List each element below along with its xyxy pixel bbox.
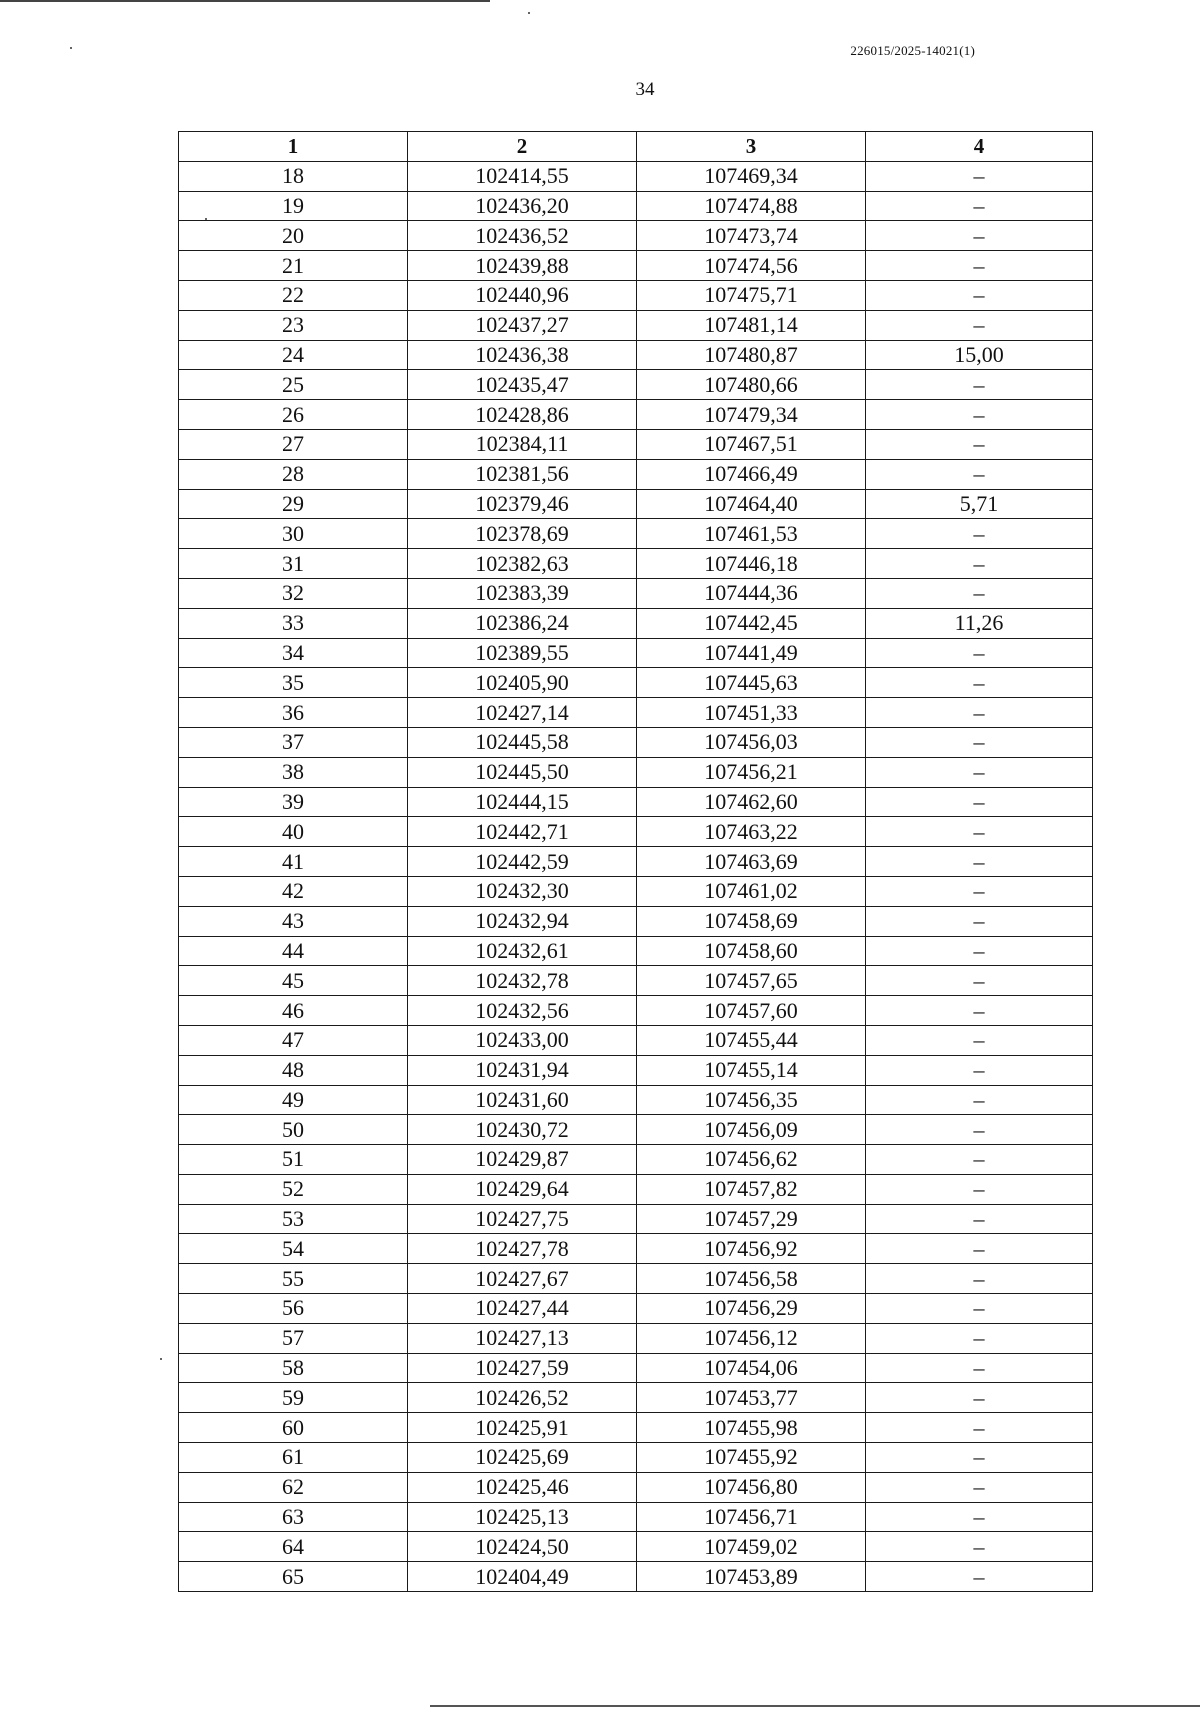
value-cell: – [866,936,1093,966]
table-row [179,966,1093,996]
x-coordinate-cell: 102436,20 [408,191,637,221]
table-row [179,668,1093,698]
table-row [179,1323,1093,1353]
column-header-4: 4 [866,132,1093,162]
y-coordinate-cell: 107480,87 [637,340,866,370]
table-row [179,698,1093,728]
point-number-cell: 24 [179,340,408,370]
scan-edge-top [0,0,490,2]
value-cell: – [866,727,1093,757]
point-number-cell: 27 [179,429,408,459]
y-coordinate-cell: 107455,14 [637,1055,866,1085]
y-coordinate-cell: 107455,92 [637,1443,866,1473]
x-coordinate-cell: 102437,27 [408,310,637,340]
table-row [179,1413,1093,1443]
value-cell: – [866,459,1093,489]
y-coordinate-cell: 107473,74 [637,221,866,251]
value-cell: – [866,161,1093,191]
value-cell: – [866,400,1093,430]
table-body [179,161,1093,1591]
point-number-cell: 18 [179,161,408,191]
table-row [179,400,1093,430]
point-number-cell: 53 [179,1204,408,1234]
point-number-cell: 47 [179,1025,408,1055]
point-number-cell: 22 [179,280,408,310]
table-row [179,727,1093,757]
table-row [179,1532,1093,1562]
table-row [179,280,1093,310]
value-cell: – [866,221,1093,251]
point-number-cell: 36 [179,698,408,728]
value-cell: – [866,280,1093,310]
x-coordinate-cell: 102427,14 [408,698,637,728]
y-coordinate-cell: 107456,03 [637,727,866,757]
x-coordinate-cell: 102445,58 [408,727,637,757]
table-row [179,1472,1093,1502]
value-cell: – [866,698,1093,728]
value-cell: – [866,1264,1093,1294]
y-coordinate-cell: 107475,71 [637,280,866,310]
value-cell: – [866,876,1093,906]
y-coordinate-cell: 107451,33 [637,698,866,728]
y-coordinate-cell: 107457,60 [637,996,866,1026]
table-row [179,310,1093,340]
document-reference: 226015/2025-14021(1) [850,43,975,58]
page-number: 34 [635,79,655,100]
x-coordinate-cell: 102382,63 [408,549,637,579]
y-coordinate-cell: 107456,80 [637,1472,866,1502]
table-row [179,1204,1093,1234]
coordinates-table [178,131,1093,1592]
header-row [179,132,1093,162]
value-cell: – [866,1502,1093,1532]
y-coordinate-cell: 107456,58 [637,1264,866,1294]
x-coordinate-cell: 102425,13 [408,1502,637,1532]
point-number-cell: 54 [179,1234,408,1264]
x-coordinate-cell: 102414,55 [408,161,637,191]
value-cell: 11,26 [866,608,1093,638]
point-number-cell: 46 [179,996,408,1026]
point-number-cell: 62 [179,1472,408,1502]
value-cell: – [866,191,1093,221]
value-cell: – [866,578,1093,608]
value-cell: – [866,549,1093,579]
table-row [179,638,1093,668]
point-number-cell: 42 [179,876,408,906]
value-cell: – [866,668,1093,698]
table-row [179,1443,1093,1473]
y-coordinate-cell: 107479,34 [637,400,866,430]
x-coordinate-cell: 102433,00 [408,1025,637,1055]
point-number-cell: 51 [179,1145,408,1175]
point-number-cell: 55 [179,1264,408,1294]
scan-speck [160,1358,162,1360]
table-row [179,1025,1093,1055]
point-number-cell: 33 [179,608,408,638]
value-cell: – [866,1532,1093,1562]
point-number-cell: 23 [179,310,408,340]
table-row [179,1294,1093,1324]
x-coordinate-cell: 102445,50 [408,757,637,787]
table-header [179,132,1093,162]
x-coordinate-cell: 102427,75 [408,1204,637,1234]
table-row [179,519,1093,549]
point-number-cell: 48 [179,1055,408,1085]
y-coordinate-cell: 107457,82 [637,1174,866,1204]
y-coordinate-cell: 107469,34 [637,161,866,191]
table-row [179,221,1093,251]
x-coordinate-cell: 102432,30 [408,876,637,906]
x-coordinate-cell: 102442,71 [408,817,637,847]
x-coordinate-cell: 102430,72 [408,1115,637,1145]
table-row [179,787,1093,817]
table-row [179,608,1093,638]
table-row [179,370,1093,400]
scan-edge-bottom [430,1705,1200,1707]
y-coordinate-cell: 107453,77 [637,1383,866,1413]
point-number-cell: 29 [179,489,408,519]
table-row [179,578,1093,608]
value-cell: – [866,310,1093,340]
table-row [179,1502,1093,1532]
y-coordinate-cell: 107456,62 [637,1145,866,1175]
x-coordinate-cell: 102425,46 [408,1472,637,1502]
value-cell: – [866,1294,1093,1324]
x-coordinate-cell: 102427,67 [408,1264,637,1294]
y-coordinate-cell: 107466,49 [637,459,866,489]
y-coordinate-cell: 107474,56 [637,251,866,281]
table-row [179,1115,1093,1145]
table-row [179,1353,1093,1383]
point-number-cell: 60 [179,1413,408,1443]
y-coordinate-cell: 107457,65 [637,966,866,996]
y-coordinate-cell: 107467,51 [637,429,866,459]
table-row [179,1145,1093,1175]
x-coordinate-cell: 102442,59 [408,847,637,877]
x-coordinate-cell: 102381,56 [408,459,637,489]
x-coordinate-cell: 102427,44 [408,1294,637,1324]
point-number-cell: 20 [179,221,408,251]
value-cell: 5,71 [866,489,1093,519]
table-row [179,1085,1093,1115]
point-number-cell: 59 [179,1383,408,1413]
x-coordinate-cell: 102425,69 [408,1443,637,1473]
point-number-cell: 25 [179,370,408,400]
table-row [179,1234,1093,1264]
value-cell: – [866,1353,1093,1383]
point-number-cell: 63 [179,1502,408,1532]
value-cell: – [866,1443,1093,1473]
y-coordinate-cell: 107463,69 [637,847,866,877]
value-cell: – [866,966,1093,996]
value-cell: – [866,1204,1093,1234]
point-number-cell: 45 [179,966,408,996]
value-cell: – [866,519,1093,549]
value-cell: – [866,429,1093,459]
value-cell: – [866,1323,1093,1353]
x-coordinate-cell: 102427,78 [408,1234,637,1264]
value-cell: – [866,1025,1093,1055]
point-number-cell: 57 [179,1323,408,1353]
table-row [179,161,1093,191]
point-number-cell: 32 [179,578,408,608]
y-coordinate-cell: 107453,89 [637,1562,866,1592]
point-number-cell: 50 [179,1115,408,1145]
point-number-cell: 21 [179,251,408,281]
x-coordinate-cell: 102436,38 [408,340,637,370]
y-coordinate-cell: 107463,22 [637,817,866,847]
y-coordinate-cell: 107456,71 [637,1502,866,1532]
value-cell: – [866,370,1093,400]
point-number-cell: 26 [179,400,408,430]
table-row [179,876,1093,906]
y-coordinate-cell: 107480,66 [637,370,866,400]
y-coordinate-cell: 107445,63 [637,668,866,698]
value-cell: – [866,1115,1093,1145]
y-coordinate-cell: 107456,09 [637,1115,866,1145]
y-coordinate-cell: 107456,29 [637,1294,866,1324]
x-coordinate-cell: 102432,94 [408,906,637,936]
point-number-cell: 40 [179,817,408,847]
x-coordinate-cell: 102429,87 [408,1145,637,1175]
table-row [179,251,1093,281]
x-coordinate-cell: 102426,52 [408,1383,637,1413]
table-row [179,1562,1093,1592]
point-number-cell: 43 [179,906,408,936]
x-coordinate-cell: 102405,90 [408,668,637,698]
x-coordinate-cell: 102427,59 [408,1353,637,1383]
y-coordinate-cell: 107456,35 [637,1085,866,1115]
point-number-cell: 49 [179,1085,408,1115]
x-coordinate-cell: 102425,91 [408,1413,637,1443]
table-row [179,429,1093,459]
column-header-1: 1 [179,132,408,162]
x-coordinate-cell: 102432,78 [408,966,637,996]
table-row [179,817,1093,847]
table-row [179,191,1093,221]
point-number-cell: 35 [179,668,408,698]
point-number-cell: 41 [179,847,408,877]
value-cell: – [866,1145,1093,1175]
x-coordinate-cell: 102386,24 [408,608,637,638]
table-row [179,489,1093,519]
point-number-cell: 58 [179,1353,408,1383]
point-number-cell: 34 [179,638,408,668]
x-coordinate-cell: 102379,46 [408,489,637,519]
y-coordinate-cell: 107444,36 [637,578,866,608]
column-header-2: 2 [408,132,637,162]
point-number-cell: 56 [179,1294,408,1324]
column-header-3: 3 [637,132,866,162]
value-cell: – [866,906,1093,936]
y-coordinate-cell: 107458,60 [637,936,866,966]
value-cell: – [866,847,1093,877]
point-number-cell: 64 [179,1532,408,1562]
x-coordinate-cell: 102404,49 [408,1562,637,1592]
y-coordinate-cell: 107441,49 [637,638,866,668]
table-row [179,1264,1093,1294]
x-coordinate-cell: 102428,86 [408,400,637,430]
value-cell: – [866,1383,1093,1413]
table-row [179,996,1093,1026]
point-number-cell: 61 [179,1443,408,1473]
y-coordinate-cell: 107462,60 [637,787,866,817]
value-cell: – [866,1472,1093,1502]
value-cell: – [866,787,1093,817]
table-row [179,1174,1093,1204]
y-coordinate-cell: 107458,69 [637,906,866,936]
table-row [179,340,1093,370]
value-cell: – [866,1085,1093,1115]
scan-speck [70,47,72,49]
point-number-cell: 37 [179,727,408,757]
table-row [179,549,1093,579]
y-coordinate-cell: 107454,06 [637,1353,866,1383]
x-coordinate-cell: 102435,47 [408,370,637,400]
x-coordinate-cell: 102436,52 [408,221,637,251]
table-row [179,906,1093,936]
value-cell: – [866,1562,1093,1592]
table-row [179,1055,1093,1085]
point-number-cell: 31 [179,549,408,579]
x-coordinate-cell: 102384,11 [408,429,637,459]
value-cell: – [866,996,1093,1026]
x-coordinate-cell: 102383,39 [408,578,637,608]
x-coordinate-cell: 102444,15 [408,787,637,817]
y-coordinate-cell: 107456,92 [637,1234,866,1264]
y-coordinate-cell: 107461,53 [637,519,866,549]
x-coordinate-cell: 102432,56 [408,996,637,1026]
y-coordinate-cell: 107455,44 [637,1025,866,1055]
x-coordinate-cell: 102429,64 [408,1174,637,1204]
point-number-cell: 39 [179,787,408,817]
scan-speck [528,12,530,14]
y-coordinate-cell: 107474,88 [637,191,866,221]
x-coordinate-cell: 102431,94 [408,1055,637,1085]
y-coordinate-cell: 107481,14 [637,310,866,340]
y-coordinate-cell: 107456,12 [637,1323,866,1353]
table-row [179,1383,1093,1413]
table-row [179,936,1093,966]
point-number-cell: 38 [179,757,408,787]
table-row [179,459,1093,489]
value-cell: – [866,817,1093,847]
table-row [179,757,1093,787]
value-cell: – [866,1174,1093,1204]
point-number-cell: 44 [179,936,408,966]
x-coordinate-cell: 102432,61 [408,936,637,966]
x-coordinate-cell: 102439,88 [408,251,637,281]
y-coordinate-cell: 107455,98 [637,1413,866,1443]
value-cell: – [866,1234,1093,1264]
point-number-cell: 28 [179,459,408,489]
x-coordinate-cell: 102378,69 [408,519,637,549]
value-cell: – [866,1413,1093,1443]
y-coordinate-cell: 107442,45 [637,608,866,638]
point-number-cell: 30 [179,519,408,549]
point-number-cell: 52 [179,1174,408,1204]
x-coordinate-cell: 102431,60 [408,1085,637,1115]
y-coordinate-cell: 107464,40 [637,489,866,519]
x-coordinate-cell: 102427,13 [408,1323,637,1353]
y-coordinate-cell: 107446,18 [637,549,866,579]
point-number-cell: 19 [179,191,408,221]
value-cell: – [866,757,1093,787]
value-cell: – [866,638,1093,668]
table-row [179,847,1093,877]
value-cell: – [866,1055,1093,1085]
value-cell: 15,00 [866,340,1093,370]
x-coordinate-cell: 102389,55 [408,638,637,668]
value-cell: – [866,251,1093,281]
x-coordinate-cell: 102424,50 [408,1532,637,1562]
y-coordinate-cell: 107459,02 [637,1532,866,1562]
y-coordinate-cell: 107456,21 [637,757,866,787]
y-coordinate-cell: 107461,02 [637,876,866,906]
y-coordinate-cell: 107457,29 [637,1204,866,1234]
x-coordinate-cell: 102440,96 [408,280,637,310]
point-number-cell: 65 [179,1562,408,1592]
